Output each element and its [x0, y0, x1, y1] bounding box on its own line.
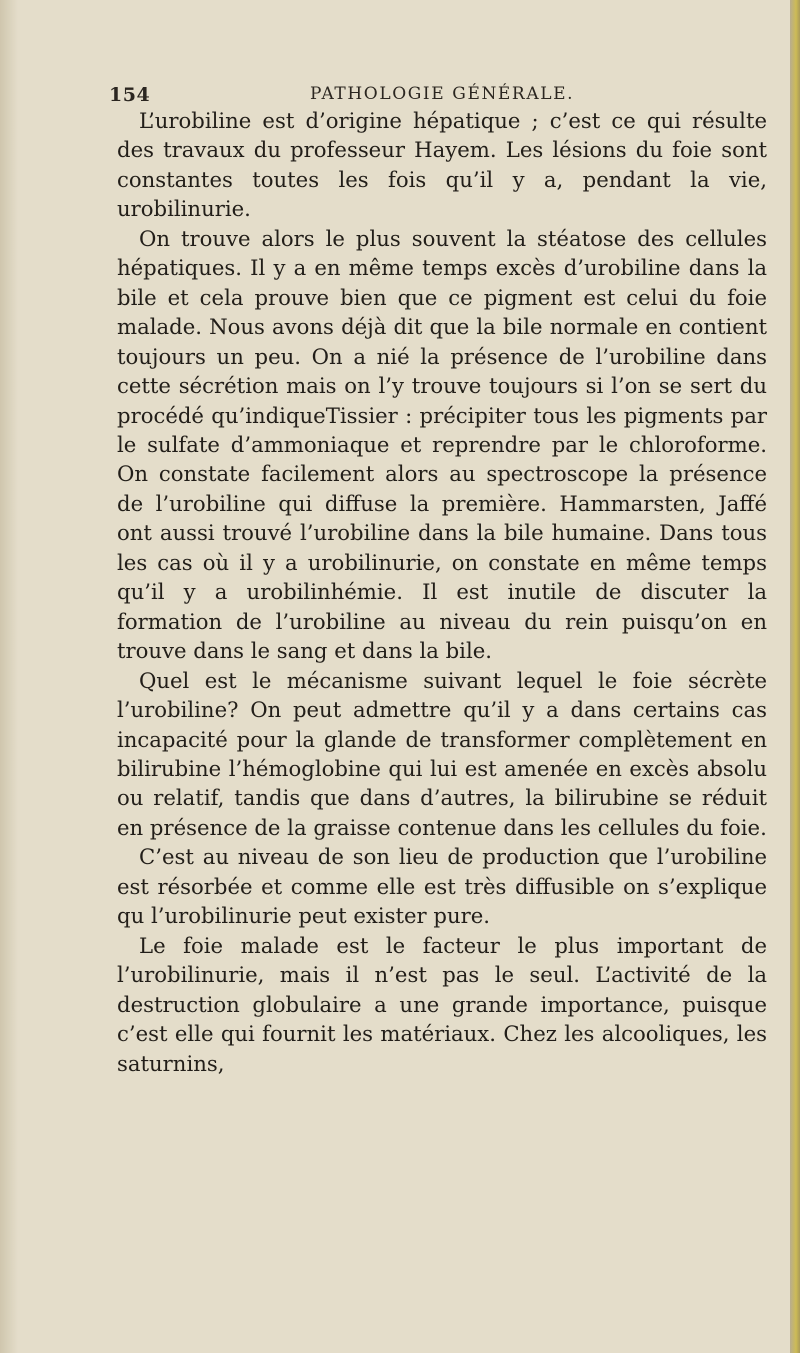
paragraph: L’urobiline est d’origine hépatique ; c’est ce qui résulte des travaux du professeur Hayem. Les lésions du foie sont constantes toutes les fois qu’il y a, pendant la vie, urobilinurie.	[117, 108, 767, 222]
page-gutter-shadow	[0, 0, 18, 1353]
page-edge	[790, 0, 800, 1353]
paragraph: Quel est le mécanisme suivant lequel le foie sécrète l’urobiline? On peut admettre qu’il y a dans certains cas incapacité pour la glande de transformer complètement en bilirubine l’hémoglobine qui lui est amenée en excès absolu ou relatif, tandis que dans d’autres, la bilirubine se réduit en présence de la graisse contenue dans les cellules du foie.	[117, 667, 767, 840]
page-number: 154	[109, 84, 151, 106]
body-text	[117, 106, 767, 1078]
page-header	[0, 84, 790, 108]
paragraph: On trouve alors le plus souvent la stéatose des cellules hépatiques. Il y a en même temps excès d’urobiline dans la bile et cela prouve bien que ce pigment est celui du foie malade. Nous avons déjà dit que la bile normale en contient toujours un peu. On a nié la présence de l’urobiline dans cette sécrétion mais on l’y trouve toujours si l’on se sert du procédé qu’indiqueTissier : précipiter tous les pigments par le sulfate d’ammoniaque et reprendre par le chloroforme. On constate facilement alors au spectroscope la présence de l’urobiline qui diffuse la première. Hammarsten, Jaffé ont aussi trouvé l’urobiline dans la bile humaine. Dans tous les cas où il y a urobilinurie, on constate en même temps qu’il y a urobilinhémie. Il est inutile de discuter la formation de l’urobiline au niveau du rein puisqu’on en trouve dans le sang et dans la bile.	[117, 225, 767, 664]
paragraph: C’est au niveau de son lieu de production que l’urobiline est résorbée et comme elle est très diffusible on s’explique qu l’urobilinurie peut exister pure.	[117, 844, 767, 929]
running-title: PATHOLOGIE GÉNÉRALE.	[310, 84, 575, 104]
paragraph: Le foie malade est le facteur le plus important de l’urobilinurie, mais il n’est pas le seul. L’activité de la destruction globulaire a une grande importance, puisque c’est elle qui fournit les matériaux. Chez les alcooliques, les saturnins,	[117, 932, 767, 1076]
